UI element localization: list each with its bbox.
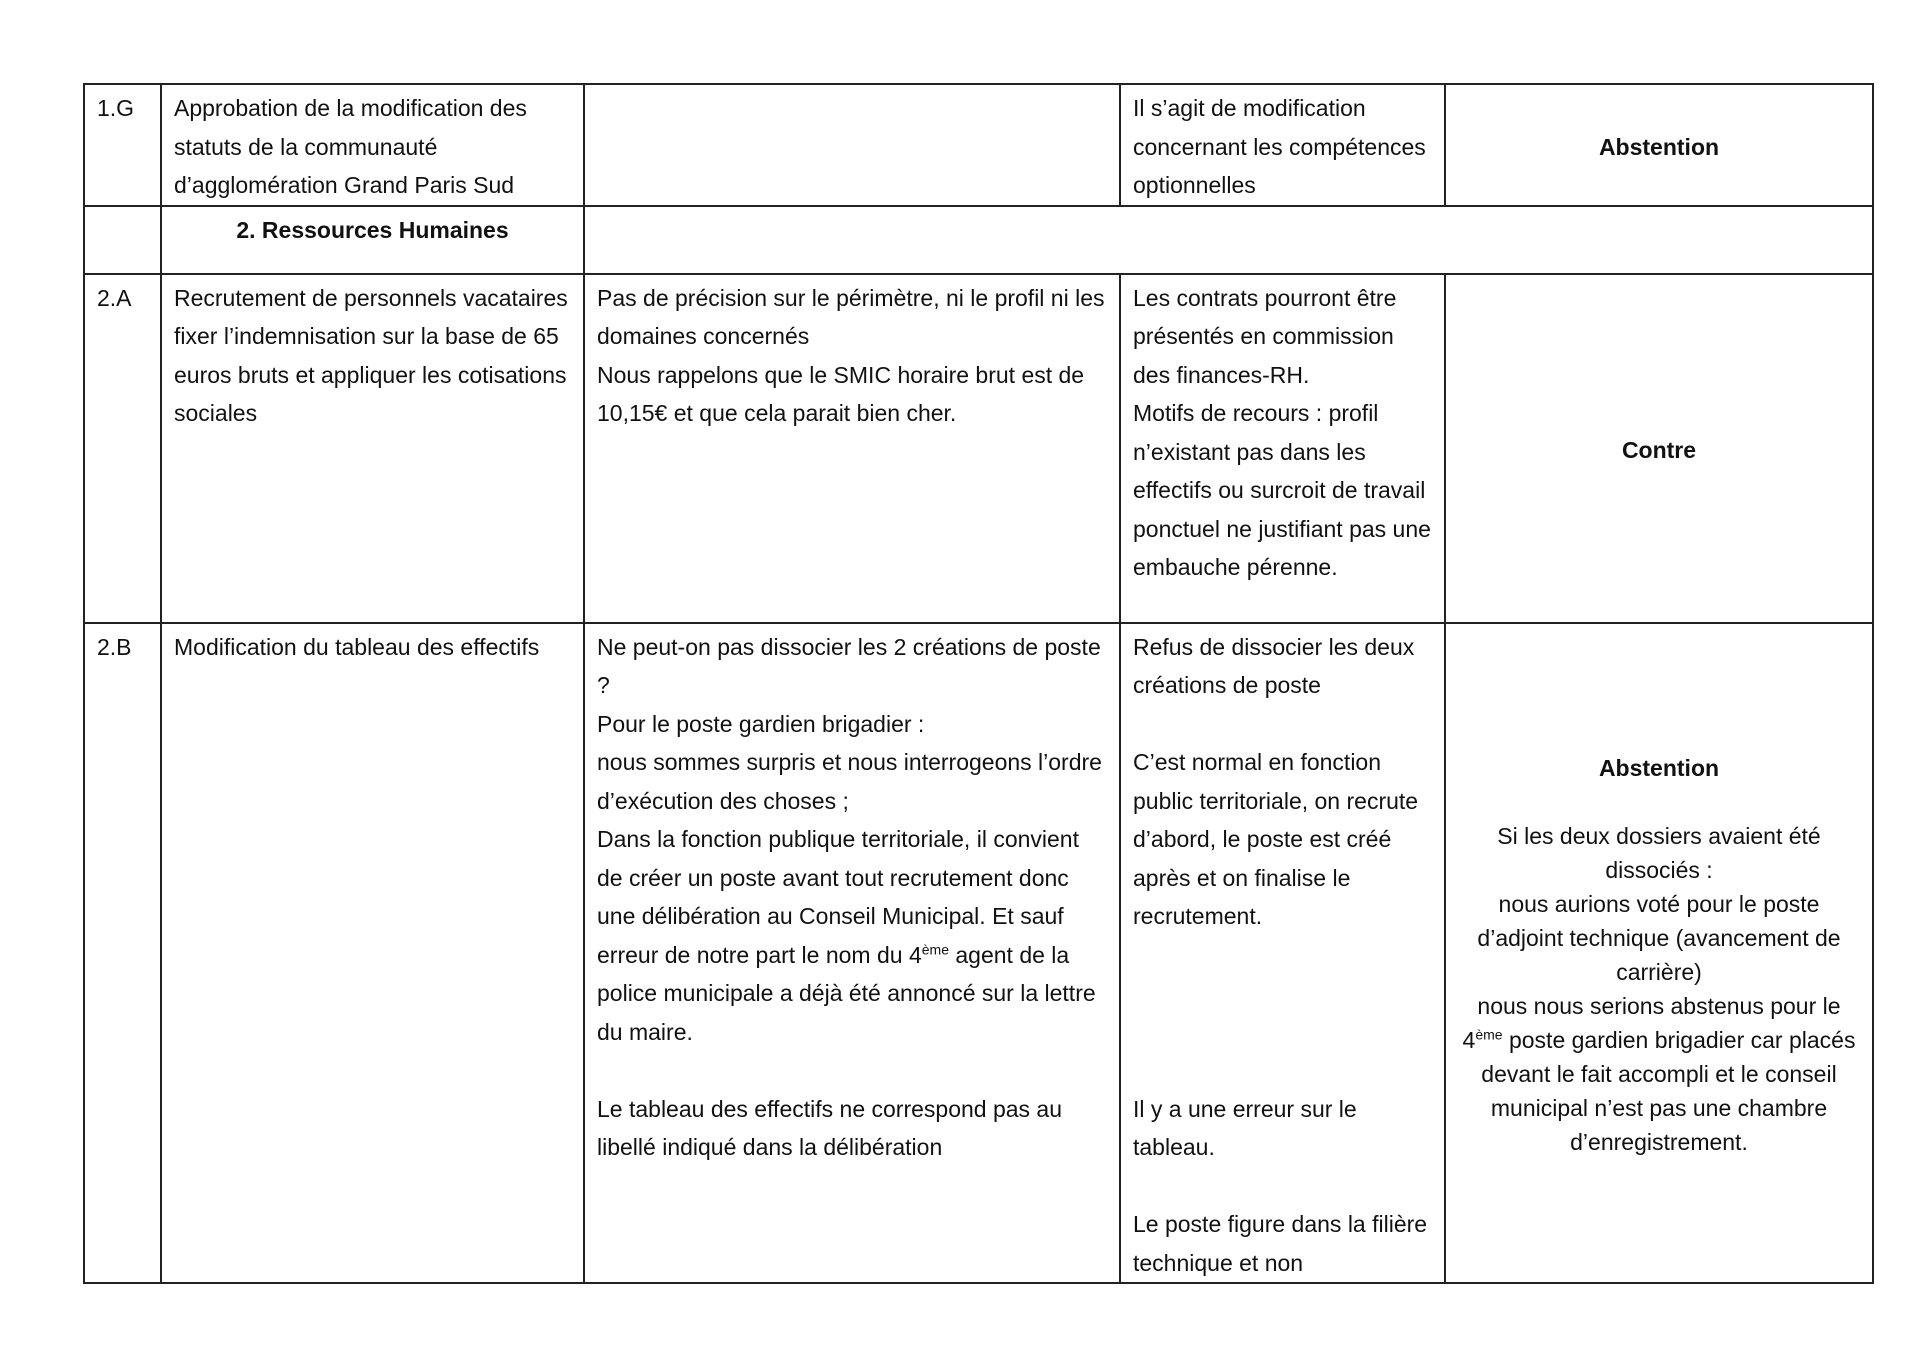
empty-cell bbox=[584, 206, 1873, 274]
item-answer: Les contrats pourront être présentés en commission des finances-RH. Motifs de recours : profil n’existant pas dans les effectifs ou surcroit de travail ponctuel ne justifiant pas une embauche pérenne. bbox=[1120, 274, 1445, 623]
item-vote: Contre bbox=[1445, 274, 1873, 623]
vote-label: Abstention bbox=[1598, 754, 1720, 781]
vote-note: Si les deux dossiers avaient été dissociés : nous aurions voté pour le poste d’adjoint technique (avancement de carrière) nous nous serions abstenus pour le 4 bbox=[1462, 822, 1841, 1053]
item-number: 1.G bbox=[84, 84, 161, 206]
item-vote: Abstention bbox=[1445, 84, 1873, 206]
section-heading: 2. Ressources Humaines bbox=[161, 206, 584, 274]
section-row bbox=[84, 206, 1873, 274]
item-question: Pas de précision sur le périmètre, ni le profil ni les domaines concernés Nous rappelons que le SMIC horaire brut est de 10,15€ et que cela parait bien cher. bbox=[584, 274, 1120, 623]
item-question bbox=[584, 84, 1120, 206]
vote-note: poste gardien brigadier car placés devant le fait accompli et le conseil municipal n’est pas une chambre d’enregistrement. bbox=[1481, 1026, 1856, 1155]
item-question bbox=[584, 623, 1120, 1284]
item-vote bbox=[1445, 623, 1873, 1284]
item-subject: Recrutement de personnels vacataires fixer l’indemnisation sur la base de 65 euros bruts et appliquer les cotisations sociales bbox=[161, 274, 584, 623]
question-text: Ne peut-on pas dissocier les 2 créations de poste ? Pour le poste gardien brigadier : nous sommes surpris et nous interrogeons l’ordre d’exécution des choses ; Dans la fonction publique territoriale, il convient de créer un poste avant tout recrutement donc une délibération au Conseil Municipal. Et sauf erreur de notre part le nom du 4 bbox=[597, 633, 1102, 968]
item-answer: Il s’agit de modification concernant les compétences optionnelles bbox=[1120, 84, 1445, 206]
table-row bbox=[84, 84, 1873, 206]
table-row bbox=[84, 274, 1873, 623]
item-number: 2.B bbox=[84, 623, 161, 1284]
empty-cell bbox=[84, 206, 161, 274]
item-number: 2.A bbox=[84, 274, 161, 623]
question-text: agent de la police municipale a déjà été annoncé sur la lettre du maire. Le tableau des effectifs ne correspond pas au libellé indiqué dans la délibération bbox=[597, 941, 1096, 1160]
item-subject: Modification du tableau des effectifs bbox=[161, 623, 584, 1284]
deliberations-table bbox=[83, 83, 1874, 1284]
table-row bbox=[84, 623, 1873, 1284]
superscript: ème bbox=[1475, 1026, 1503, 1043]
item-answer: Refus de dissocier les deux créations de poste C’est normal en fonction public territoriale, on recrute d’abord, le poste est créé après et on finalise le recrutement. Il y a une erreur sur le tableau. Le poste figure dans la filière technique et non bbox=[1120, 623, 1445, 1284]
item-subject: Approbation de la modification des statuts de la communauté d’agglomération Grand Paris Sud bbox=[161, 84, 584, 206]
superscript: ème bbox=[921, 940, 949, 957]
